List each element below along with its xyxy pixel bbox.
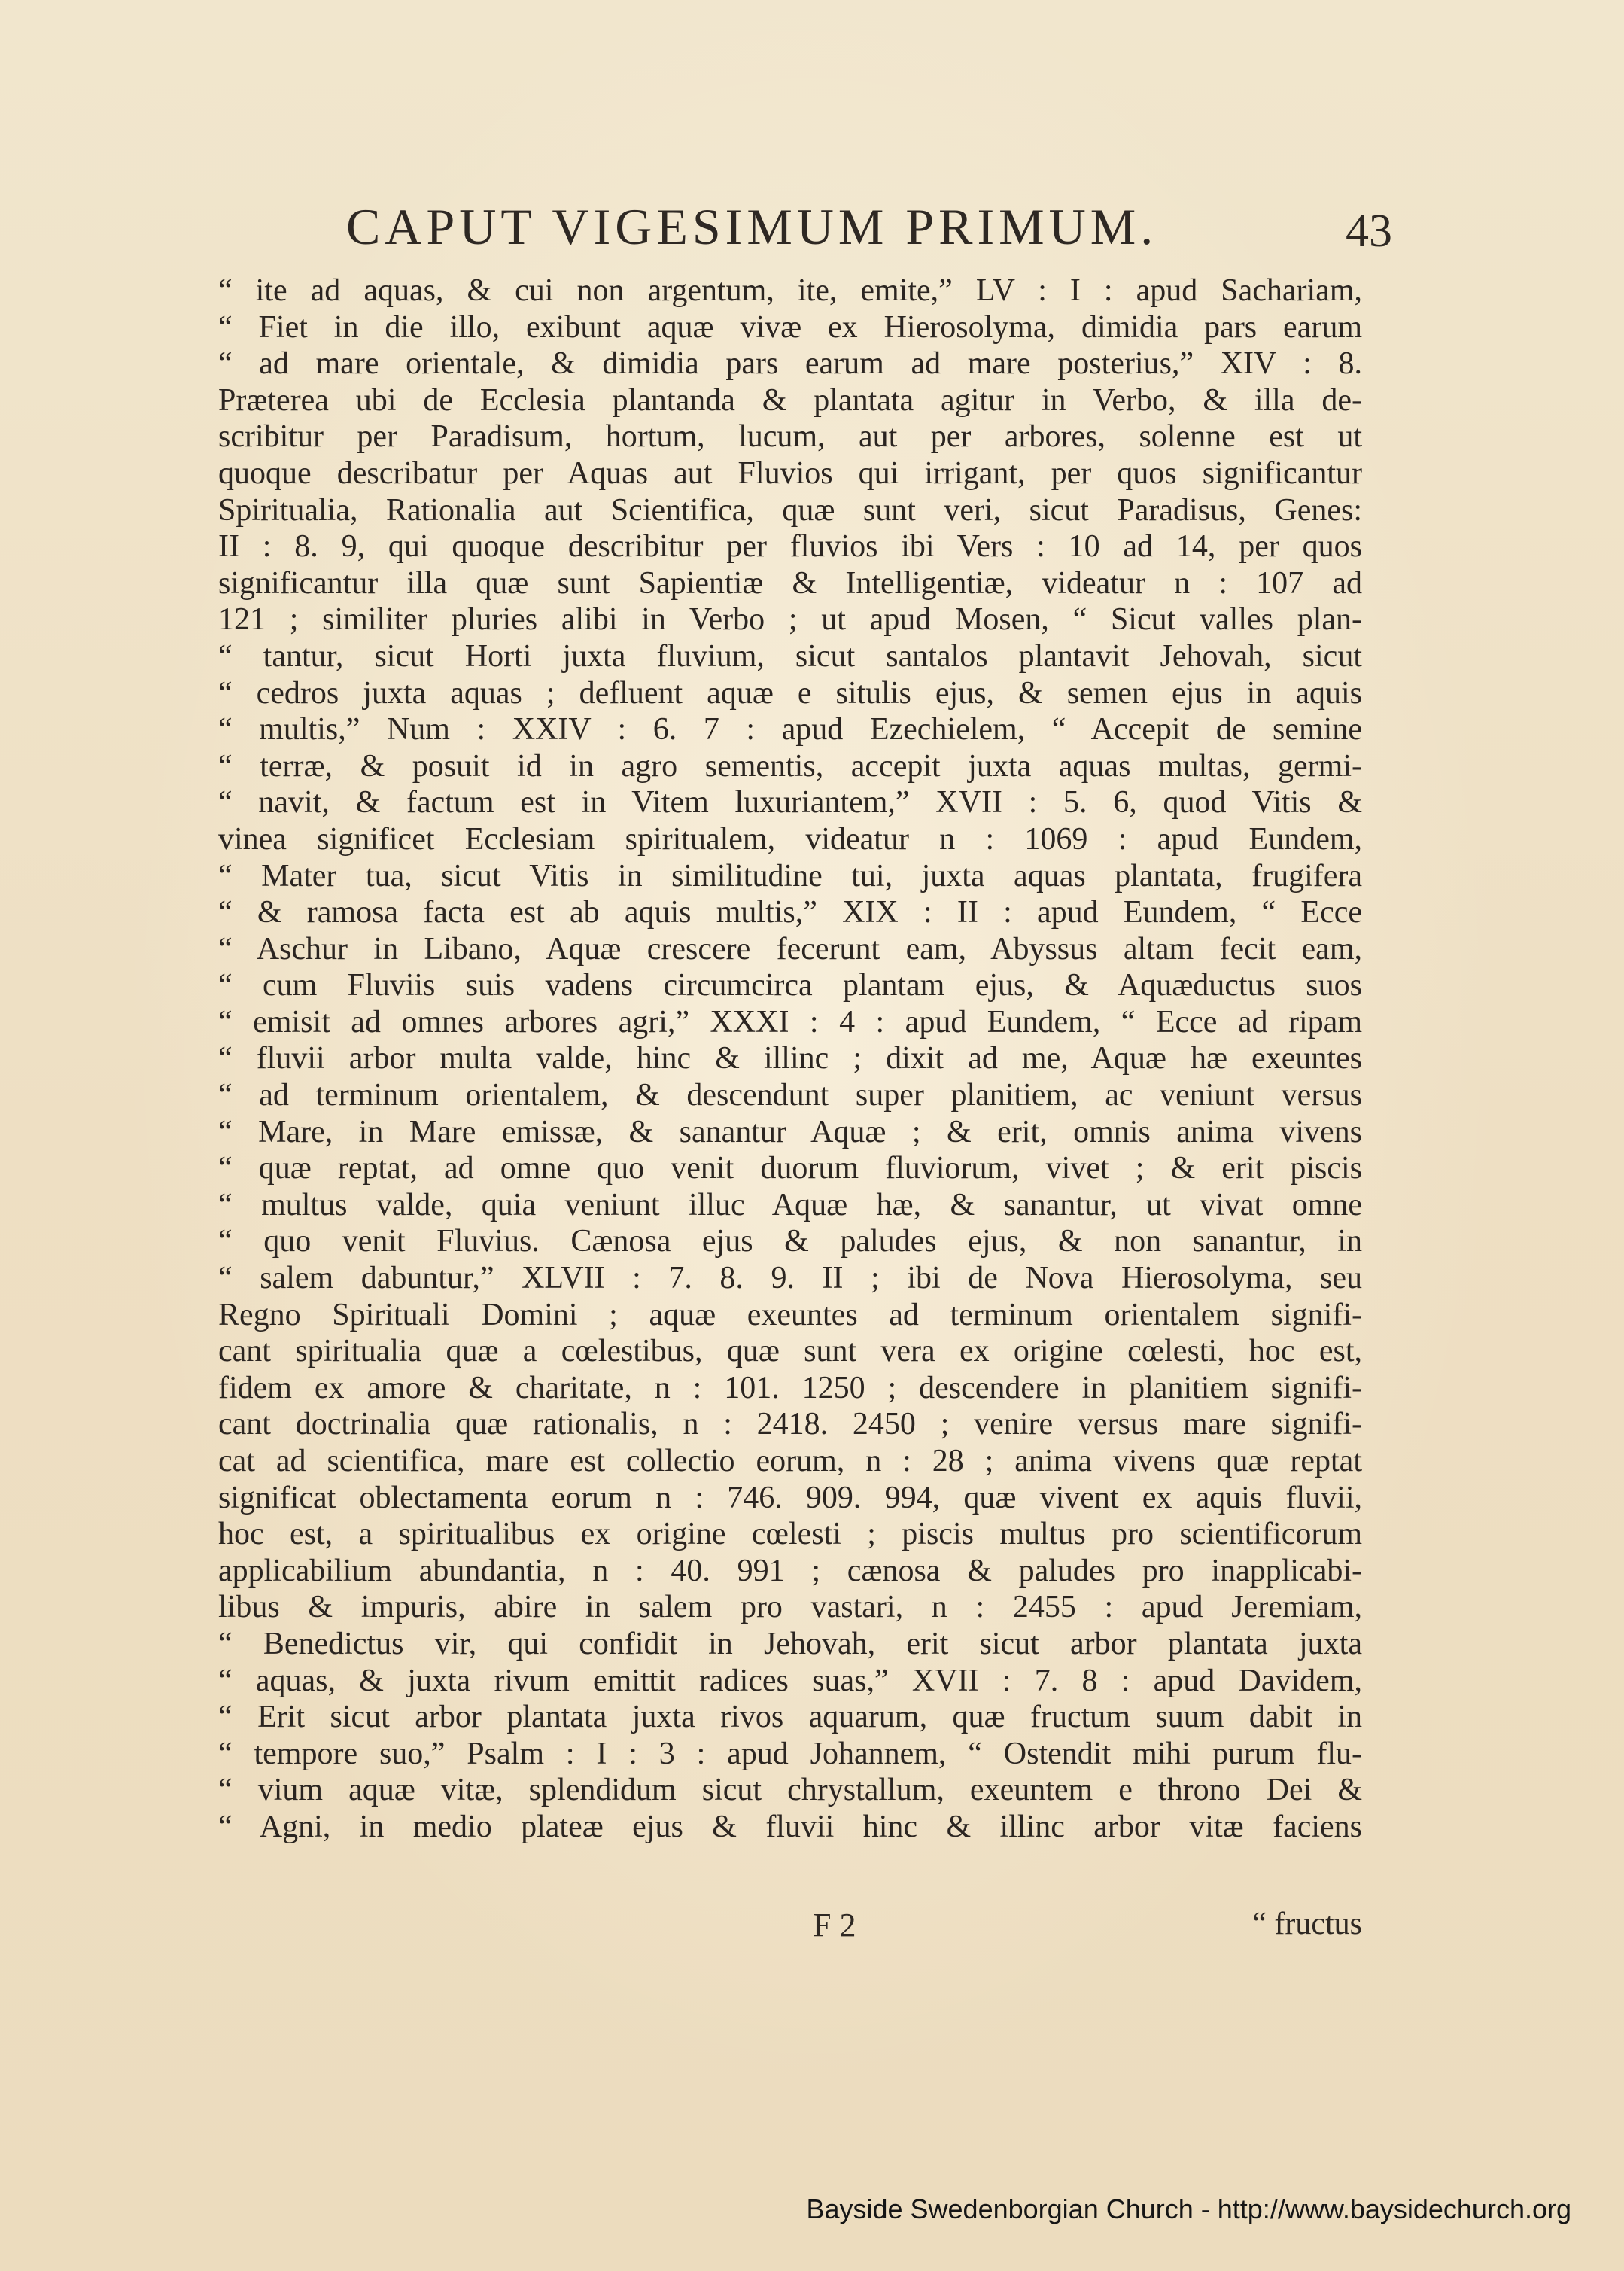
text-line: 121 ; similiter pluries alibi in Verbo ; ut apud Mosen, “ Sicut valles plan- [218, 602, 1362, 638]
text-line: “ terræ, & posuit id in agro sementis, accepit juxta aquas multas, germi- [218, 748, 1362, 784]
text-line: “ & ramosa facta est ab aquis multis,” XIX : II : apud Eundem, “ Ecce [218, 895, 1362, 930]
text-line: “ multis,” Num : XXIV : 6. 7 : apud Ezechielem, “ Accepit de semine [218, 712, 1362, 747]
text-line: “ aquas, & juxta rivum emittit radices suas,” XVII : 7. 8 : apud Davidem, [218, 1663, 1362, 1698]
text-line: significat oblectamenta eorum n : 746. 909. 994, quæ vivent ex aquis fluvii, [218, 1480, 1362, 1515]
text-line: scribitur per Paradisum, hortum, lucum, aut per arbores, solenne est ut [218, 419, 1362, 455]
text-line: libus & impuris, abire in salem pro vastari, n : 2455 : apud Jeremiam, [218, 1590, 1362, 1625]
watermark-credit: Bayside Swedenborgian Church - http://www.baysidechurch.org [806, 2193, 1571, 2224]
text-line: “ tantur, sicut Horti juxta fluvium, sicut santalos plantavit Jehovah, sicut [218, 638, 1362, 674]
catchword: “ fructus [1252, 1907, 1362, 1941]
text-line: Spiritualia, Rationalia aut Scientifica, quæ sunt veri, sicut Paradisus, Genes: [218, 492, 1362, 528]
text-line: “ salem dabuntur,” XLVII : 7. 8. 9. II ; ibi de Nova Hierosolyma, seu [218, 1261, 1362, 1296]
text-line: “ cum Fluviis suis vadens circumcirca plantam ejus, & Aquæductus suos [218, 968, 1362, 1003]
text-line: “ emisit ad omnes arbores agri,” XXXI : 4 : apud Eundem, “ Ecce ad ripam [218, 1004, 1362, 1040]
text-line: “ tempore suo,” Psalm : I : 3 : apud Johannem, “ Ostendit mihi purum flu- [218, 1736, 1362, 1771]
body-text [218, 272, 1362, 1846]
text-line: cat ad scientifica, mare est collectio eorum, n : 28 ; anima vivens quæ reptat [218, 1444, 1362, 1478]
text-line: “ ite ad aquas, & cui non argentum, ite, emite,” LV : I : apud Sachariam, [218, 273, 1362, 308]
text-line: “ Aschur in Libano, Aquæ crescere fecerunt eam, Abyssus altam fecit eam, [218, 931, 1362, 967]
page-number: 43 [1346, 205, 1392, 257]
text-line: “ multus valde, quia veniunt illuc Aquæ hæ, & sanantur, ut vivat omne [218, 1187, 1362, 1222]
text-line: fidem ex amore & charitate, n : 101. 1250 ; descendere in planitiem signifi- [218, 1370, 1362, 1405]
text-line: “ ad mare orientale, & dimidia pars earum ad mare posterius,” XIV : 8. [218, 346, 1362, 382]
text-line: “ quæ reptat, ad omne quo venit duorum fluviorum, vivet ; & erit piscis [218, 1151, 1362, 1186]
text-line: applicabilium abundantia, n : 40. 991 ; cænosa & paludes pro inapplicabi- [218, 1553, 1362, 1588]
text-line: significantur illa quæ sunt Sapientiæ & Intelligentiæ, videatur n : 107 ad [218, 565, 1362, 601]
signature-mark: F 2 [813, 1907, 856, 1944]
text-line: “ ad terminum orientalem, & descendunt super planitiem, ac veniunt versus [218, 1078, 1362, 1113]
text-line: vinea significet Ecclesiam spiritualem, videatur n : 1069 : apud Eundem, [218, 821, 1362, 857]
text-line: Regno Spirituali Domini ; aquæ exeuntes ad terminum orientalem signifi- [218, 1297, 1362, 1332]
text-line: “ Mater tua, sicut Vitis in similitudine tui, juxta aquas plantata, frugifera [218, 858, 1362, 893]
text-line: “ Fiet in die illo, exibunt aquæ vivæ ex Hierosolyma, dimidia pars earum [218, 309, 1362, 345]
text-line: “ quo venit Fluvius. Cænosa ejus & paludes ejus, & non sanantur, in [218, 1224, 1362, 1259]
text-line: “ navit, & factum est in Vitem luxuriantem,” XVII : 5. 6, quod Vitis & [218, 785, 1362, 820]
text-line: II : 8. 9, qui quoque describitur per fluvios ibi Vers : 10 ad 14, per quos [218, 529, 1362, 565]
text-line: “ Erit sicut arbor plantata juxta rivos aquarum, quæ fructum suum dabit in [218, 1700, 1362, 1735]
text-line: “ fluvii arbor multa valde, hinc & illinc ; dixit ad me, Aquæ hæ exeuntes [218, 1041, 1362, 1076]
text-line: “ Mare, in Mare emissæ, & sanantur Aquæ ; & erit, omnis anima vivens [218, 1114, 1362, 1149]
text-line: Præterea ubi de Ecclesia plantanda & plantata agitur in Verbo, & illa de- [218, 382, 1362, 418]
text-line: “ cedros juxta aquas ; defluent aquæ e situlis ejus, & semen ejus in aquis [218, 675, 1362, 711]
page-header [331, 197, 1392, 265]
text-line: quoque describatur per Aquas aut Fluvios qui irrigant, per quos significantur [218, 455, 1362, 491]
text-line: “ Benedictus vir, qui confidit in Jehovah, erit sicut arbor plantata juxta [218, 1626, 1362, 1661]
text-line: “ vium aquæ vitæ, splendidum sicut chrystallum, exeuntem e throno Dei & [218, 1773, 1362, 1808]
running-head: CAPUT VIGESIMUM PRIMUM. [346, 198, 1158, 255]
text-line: “ Agni, in medio plateæ ejus & fluvii hinc & illinc arbor vitæ faciens [218, 1809, 1362, 1844]
text-line: hoc est, a spiritualibus ex origine cœlesti ; piscis multus pro scientificorum [218, 1517, 1362, 1552]
page-footer [218, 1906, 1362, 1948]
text-line: cant doctrinalia quæ rationalis, n : 2418. 2450 ; venire versus mare signifi- [218, 1407, 1362, 1442]
text-line: cant spiritualia quæ a cœlestibus, quæ sunt vera ex origine cœlesti, hoc est, [218, 1334, 1362, 1369]
